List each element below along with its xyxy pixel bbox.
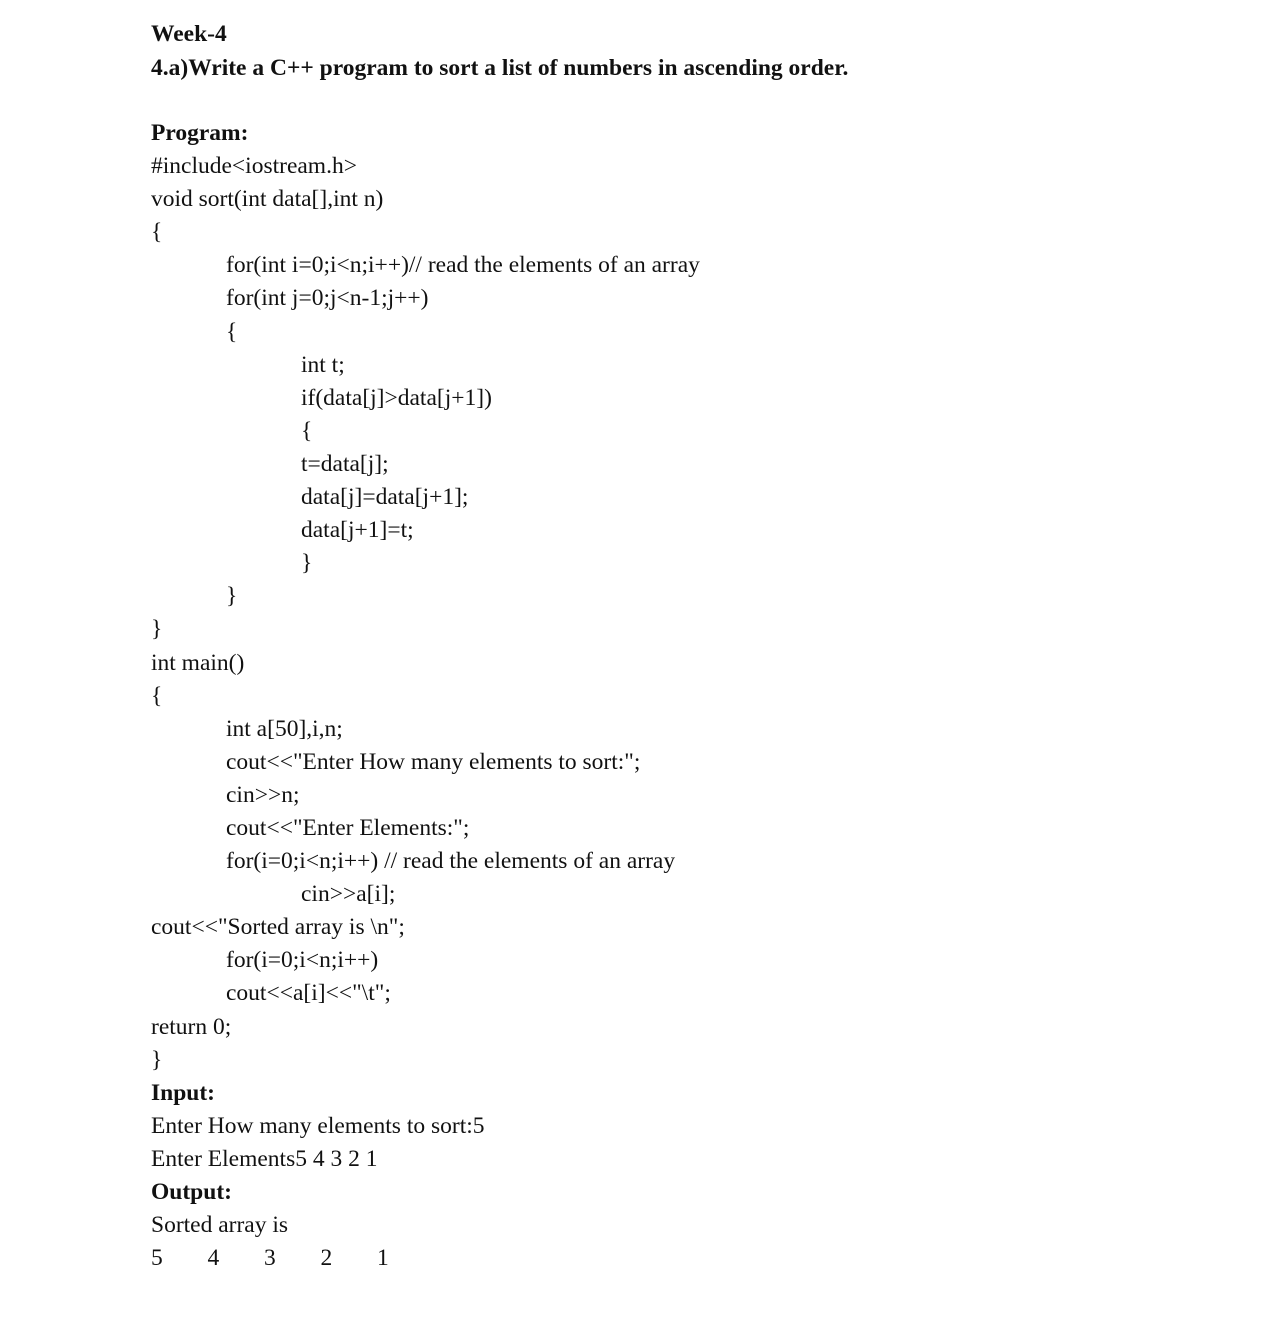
question-heading: 4.a)Write a C++ program to sort a list of numbers in ascending order. bbox=[151, 54, 849, 81]
output-line: Sorted array is bbox=[151, 1212, 289, 1239]
output-value: 2 bbox=[320, 1245, 333, 1272]
code-line: for(i=0;i<n;i++) // read the elements of an array bbox=[226, 848, 676, 875]
code-line: } bbox=[151, 616, 163, 643]
code-line: t=data[j]; bbox=[301, 450, 389, 477]
output-values bbox=[151, 1242, 1235, 1275]
code-line: { bbox=[226, 318, 238, 345]
code-line: cout<<a[i]<<"\t"; bbox=[226, 980, 391, 1007]
input-label: Input: bbox=[151, 1079, 216, 1106]
code-line: } bbox=[151, 1046, 163, 1073]
document-page bbox=[151, 18, 1235, 1275]
code-line: for(int j=0;j<n-1;j++) bbox=[226, 285, 429, 312]
output-value: 1 bbox=[377, 1245, 389, 1272]
code-line: return 0; bbox=[151, 1013, 232, 1040]
code-line: for(i=0;i<n;i++) bbox=[226, 947, 379, 974]
code-line: { bbox=[301, 417, 313, 444]
code-line: } bbox=[226, 583, 238, 610]
code-line: cin>>a[i]; bbox=[301, 881, 396, 908]
input-line: Enter How many elements to sort:5 bbox=[151, 1112, 485, 1139]
input-line: Enter Elements5 4 3 2 1 bbox=[151, 1145, 378, 1172]
code-line: int main() bbox=[151, 649, 245, 676]
week-heading: Week-4 bbox=[151, 21, 227, 47]
output-value: 4 bbox=[207, 1245, 220, 1272]
code-line: if(data[j]>data[j+1]) bbox=[301, 384, 492, 411]
code-line: cin>>n; bbox=[226, 781, 300, 808]
output-label: Output: bbox=[151, 1179, 232, 1205]
program-label: Program: bbox=[151, 120, 249, 146]
code-line: { bbox=[151, 682, 163, 709]
spacer bbox=[151, 85, 1235, 117]
code-line: int a[50],i,n; bbox=[226, 715, 343, 742]
output-value: 3 bbox=[264, 1245, 276, 1272]
output-value: 5 bbox=[151, 1245, 163, 1272]
code-line: cout<<"Sorted array is \n"; bbox=[151, 914, 405, 941]
code-line: cout<<"Enter How many elements to sort:"; bbox=[226, 748, 641, 775]
code-line: cout<<"Enter Elements:"; bbox=[226, 814, 470, 841]
code-line: void sort(int data[],int n) bbox=[151, 186, 384, 213]
code-line: int t; bbox=[301, 351, 345, 378]
code-line: for(int i=0;i<n;i++)// read the elements of an array bbox=[226, 252, 700, 279]
code-line: data[j]=data[j+1]; bbox=[301, 484, 469, 511]
code-block bbox=[151, 150, 1235, 1077]
code-line: } bbox=[301, 550, 313, 577]
code-line: { bbox=[151, 219, 163, 246]
code-line: #include<iostream.h> bbox=[151, 153, 357, 180]
code-line: data[j+1]=t; bbox=[301, 517, 414, 544]
